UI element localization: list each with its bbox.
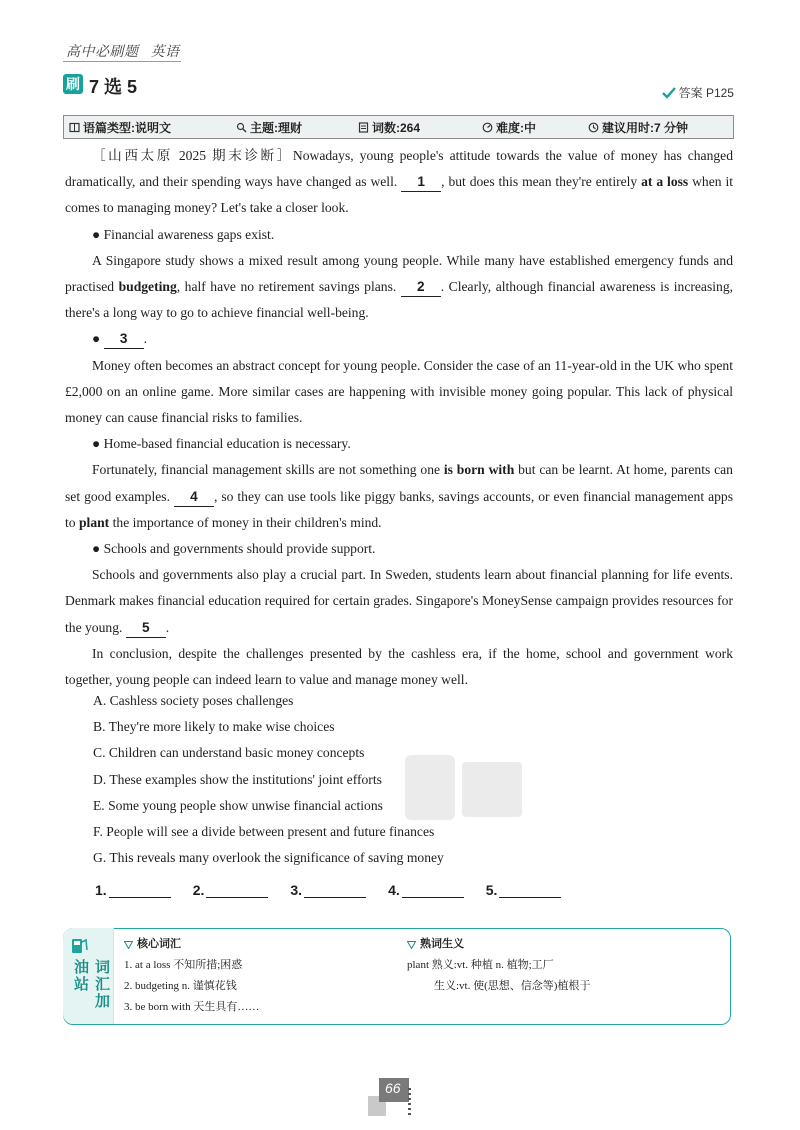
paragraph-4: Fortunately, financial management skills are not something one is born with but can be learnt. At home, parents can set good examples. 4 , so they can use tools like piggy banks, savings accounts, or even financial management apps to plant the importance of money in their children's mind. bbox=[65, 462, 734, 530]
subheading-4: ● Schools and governments should provide support. bbox=[92, 541, 376, 557]
running-header bbox=[66, 41, 192, 61]
familiar-words: 熟词生义 plant 熟义:vt. 种植 n. 植物;工厂 生义:vt. 使(思想、信念等)植根于 bbox=[407, 934, 590, 997]
paragraph-5: Schools and governments also play a crucial part. In Sweden, students learn about financial planning for life events. Denmark makes financial education required for certain grades. Singapore's MoneySense campaign provides resources for the young. 5 . bbox=[65, 562, 733, 641]
header-rule bbox=[63, 61, 181, 62]
gauge-icon bbox=[482, 122, 493, 133]
familiar-line-2: 生义:vt. 使(思想、信念等)植根于 bbox=[434, 980, 591, 992]
section-title: 7 选 5 bbox=[89, 77, 138, 97]
answer-slot-3[interactable]: 3. bbox=[290, 882, 366, 898]
blank-3[interactable]: 3 bbox=[104, 330, 144, 349]
clock-icon bbox=[588, 122, 599, 133]
familiar-line-1: plant 熟义:vt. 种植 n. 植物;工厂 bbox=[407, 959, 554, 971]
answer-slot-5[interactable]: 5. bbox=[486, 882, 562, 898]
blank-4[interactable]: 4 bbox=[174, 488, 214, 507]
option-c: C. Children can understand basic money concepts bbox=[93, 745, 365, 761]
paragraph-3: Money often becomes an abstract concept for young people. Consider the case of an 11-year-old in the UK who spent £2,000 on an online game. More similar cases are happening with invisible money going popular. This lack of physical money can cause financial risks to families. bbox=[65, 357, 733, 426]
book-icon bbox=[69, 122, 80, 133]
blank-2[interactable]: 2 bbox=[401, 278, 441, 297]
answer-slots bbox=[95, 882, 583, 898]
paragraph-2: A Singapore study shows a mixed result among young people. While many have established emergency funds and practised budgeting, half have no retirement savings plans. 2 . Clearly, although financial awareness is increasing, there's a long way to go to achieve financial well-being. bbox=[65, 252, 734, 321]
option-e: E. Some young people show unwise financial actions bbox=[93, 797, 383, 813]
passage bbox=[65, 143, 733, 693]
triangle-icon bbox=[124, 941, 133, 949]
core-item-1: 1. at a loss 不知所措;困惑 bbox=[124, 959, 243, 971]
answer-slot-2[interactable]: 2. bbox=[193, 882, 269, 898]
subheading-2: ● 3 . bbox=[65, 326, 733, 352]
info-bar bbox=[63, 115, 734, 139]
options-list bbox=[93, 688, 444, 871]
core-vocab: 核心词汇 1. at a loss 不知所措;困惑 2. budgeting n. 谨慎花钱 3. be born with 天生具有…… bbox=[124, 934, 259, 1018]
option-f: F. People will see a divide between present and future finances bbox=[93, 824, 435, 840]
subheading-3: ● Home-based financial education is necessary. bbox=[92, 436, 351, 452]
option-g: G. This reveals many overlook the significance of saving money bbox=[93, 850, 444, 866]
vocab-box bbox=[63, 928, 731, 1025]
answer-slot-4[interactable]: 4. bbox=[388, 882, 464, 898]
book-name: 高中必刷题 bbox=[66, 45, 139, 60]
answer-reference[interactable] bbox=[662, 84, 734, 101]
document-icon bbox=[358, 122, 369, 133]
option-a: A. Cashless society poses challenges bbox=[93, 693, 294, 708]
blank-1[interactable]: 1 bbox=[401, 173, 441, 192]
paragraph-1: ［山西太原 2025 期末诊断］Nowadays, young people's attitude towards the value of money has changed dramatically, and their spending ways have changed as well. 1 , but does this mean they're entirely at a loss when it comes to managing money? Let's take a closer look. bbox=[65, 148, 733, 216]
option-b: B. They're more likely to make wise choices bbox=[93, 719, 335, 735]
info-word-count: 词数:264 bbox=[358, 119, 420, 136]
core-item-3: 3. be born with 天生具有…… bbox=[124, 1001, 260, 1013]
answer-ref-label: 答案 P125 bbox=[678, 86, 734, 100]
info-time: 建议用时:7 分钟 bbox=[588, 119, 688, 136]
blank-5[interactable]: 5 bbox=[126, 619, 166, 638]
vocab-side-label: 词汇加油站 bbox=[72, 959, 110, 1010]
magnifier-icon bbox=[236, 122, 247, 133]
subheading-1: ● Financial awareness gaps exist. bbox=[92, 226, 275, 242]
info-genre: 语篇类型:说明文 bbox=[69, 119, 171, 136]
subject-name: 英语 bbox=[150, 45, 180, 60]
gas-pump-icon bbox=[70, 936, 92, 954]
core-item-2: 2. budgeting n. 谨慎花钱 bbox=[124, 980, 237, 992]
page-number: 66 bbox=[385, 1080, 401, 1096]
paragraph-6: In conclusion, despite the challenges presented by the cashless era, if the home, school and government work together, young people can indeed learn to value and manage money well. bbox=[65, 645, 733, 688]
info-difficulty: 难度:中 bbox=[482, 119, 536, 136]
answer-slot-1[interactable]: 1. bbox=[95, 882, 171, 898]
page-number-block bbox=[368, 1078, 410, 1118]
triangle-icon bbox=[407, 941, 416, 949]
info-topic: 主题:理财 bbox=[236, 119, 302, 136]
option-d: D. These examples show the institutions' joint efforts bbox=[93, 771, 382, 787]
check-icon bbox=[662, 87, 676, 99]
section-badge: 刷 bbox=[63, 74, 83, 94]
